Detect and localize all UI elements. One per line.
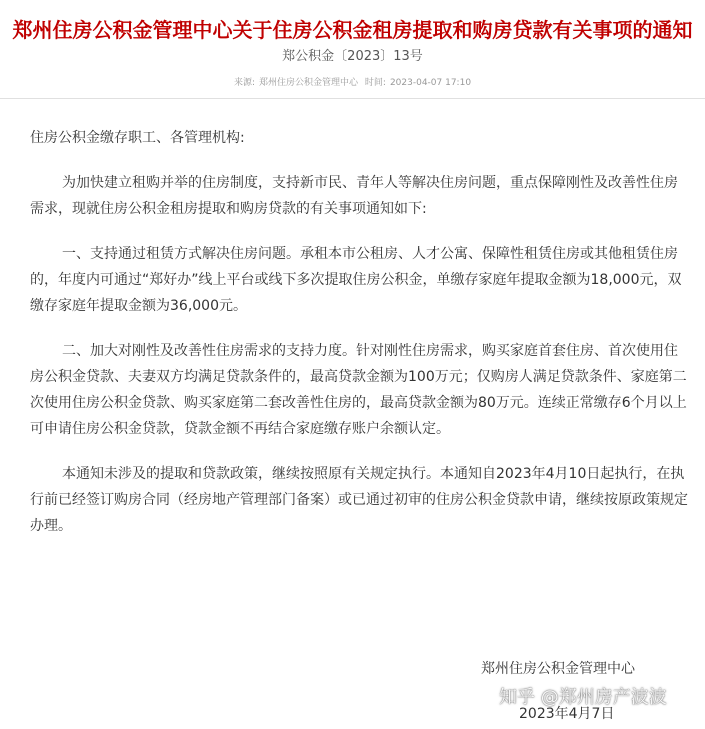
page-title: 郑州住房公积金管理中心关于住房公积金租房提取和购房贷款有关事项的通知: [12, 18, 693, 42]
notice-body: [30, 125, 690, 558]
source-value: 郑州住房公积金管理中心: [259, 78, 359, 88]
paragraph-loan: 二、加大对刚性及改善性住房需求的支持力度。针对刚性住房需求，购买家庭首套住房、首次使用住房公积金贷款、夫妻双方均满足贷款条件的，最高贷款金额为100万元；仅购房人满足贷款条件、家庭第二次使用住房公积金贷款、购买家庭第二套改善性住房的，最高贷款金额为80万元。连续正常缴存6个月以上可申请住房公积金贷款，贷款金额不再结合家庭缴存账户余额认定。: [30, 343, 687, 437]
watermark: 知乎 @郑州房产波波: [499, 687, 667, 708]
source-label: 来源:: [233, 78, 255, 88]
issue-date: 2023年4月7日: [519, 706, 615, 722]
meta-line: [0, 75, 705, 88]
paragraph-effective: 本通知未涉及的提取和贷款政策，继续按照原有关规定执行。本通知自2023年4月10日起执行，在执行前已经签订购房合同（经房地产管理部门备案）或已通过初审的住房公积金贷款申请，继续按原政策规定办理。: [30, 466, 688, 534]
document-number: 郑公积金〔2023〕13号: [282, 49, 423, 64]
time-label: 时间:: [364, 78, 386, 88]
time-value: 2023-04-07 17:10: [389, 78, 472, 88]
paragraph-rental: 一、支持通过租赁方式解决住房问题。承租本市公租房、人才公寓、保障性租赁住房或其他租赁住房的，年度内可通过“郑好办”线上平台或线下多次提取住房公积金，单缴存家庭年提取金额为18,000元，双缴存家庭年提取金额为36,000元。: [30, 246, 682, 314]
header-divider: [0, 98, 705, 99]
signer: 郑州住房公积金管理中心: [481, 661, 635, 677]
salutation: 住房公积金缴存职工、各管理机构:: [30, 130, 245, 146]
paragraph-intro: 为加快建立租购并举的住房制度，支持新市民、青年人等解决住房问题，重点保障刚性及改善性住房需求，现就住房公积金租房提取和购房贷款的有关事项通知如下:: [30, 175, 678, 217]
